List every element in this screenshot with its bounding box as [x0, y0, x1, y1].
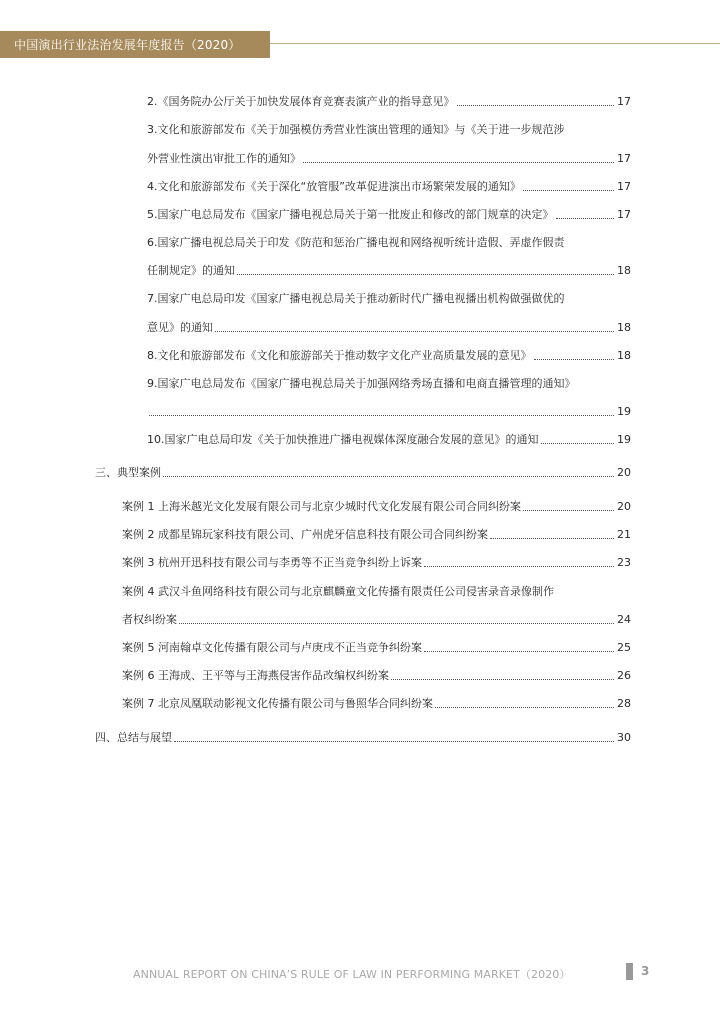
toc-page-number: 17	[617, 152, 631, 165]
toc-page-number: 17	[617, 95, 631, 108]
toc-page-number: 25	[617, 641, 631, 654]
toc-page-number: 17	[617, 208, 631, 221]
toc-page-number: 20	[617, 500, 631, 513]
toc-page-number: 23	[617, 556, 631, 569]
toc-entry[interactable]	[147, 321, 631, 335]
toc-leader-dots	[163, 476, 614, 477]
header-title-tab	[0, 31, 270, 58]
toc-entry-title: 案例 7 北京凤凰联动影视文化传播有限公司与鲁照华合同纠纷案	[122, 697, 433, 710]
toc-page-number: 18	[617, 264, 631, 277]
toc-entry[interactable]	[147, 264, 631, 278]
toc-leader-dots	[179, 623, 614, 624]
header-rule	[270, 43, 720, 44]
toc-leader-dots	[424, 566, 614, 567]
toc-entry[interactable]	[147, 405, 631, 419]
toc-leader-dots	[303, 162, 614, 163]
toc-entry[interactable]	[147, 349, 631, 363]
toc-entry[interactable]	[147, 208, 631, 222]
toc-entry-title: 案例 3 杭州开迅科技有限公司与李勇等不正当竞争纠纷上诉案	[122, 556, 422, 569]
toc-leader-dots	[174, 741, 614, 742]
toc-page-number: 17	[617, 180, 631, 193]
toc-entry-title-line1: 案例 4 武汉斗鱼网络科技有限公司与北京麒麟童文化传播有限责任公司侵害录音录像制作	[122, 585, 554, 598]
toc-section-entry[interactable]	[95, 466, 631, 480]
toc-entry-title-line1: 7.国家广电总局印发《国家广播电视总局关于推动新时代广播电视播出机构做强做优的	[147, 292, 565, 305]
toc-leader-dots	[435, 707, 614, 708]
toc-entry-title-line1: 3.文化和旅游部发布《关于加强模仿秀营业性演出管理的通知》与《关于进一步规范涉	[147, 123, 565, 136]
toc-case-entry[interactable]	[122, 697, 631, 711]
toc-entry-title: 任制规定》的通知	[147, 264, 235, 277]
toc-leader-dots	[424, 651, 614, 652]
header-title: 中国演出行业法治发展年度报告（2020）	[14, 38, 241, 52]
toc-leader-dots	[215, 331, 614, 332]
toc-entry-title: 外营业性演出审批工作的通知》	[147, 152, 301, 165]
toc-leader-dots	[523, 190, 614, 191]
toc-entry-title: 案例 2 成都星锦玩家科技有限公司、广州虎牙信息科技有限公司合同纠纷案	[122, 528, 488, 541]
toc-case-entry[interactable]	[122, 669, 631, 683]
toc-entry-title: 者权纠纷案	[122, 613, 177, 626]
toc-case-entry[interactable]	[122, 528, 631, 542]
toc-page-number: 18	[617, 349, 631, 362]
toc-leader-dots	[541, 443, 615, 444]
toc-entry-title: 案例 1 上海米越光文化发展有限公司与北京少城时代文化发展有限公司合同纠纷案	[122, 500, 521, 513]
toc-page-number: 24	[617, 613, 631, 626]
toc-page-number: 26	[617, 669, 631, 682]
toc-page-number: 30	[617, 731, 631, 744]
toc-entry[interactable]	[147, 180, 631, 194]
toc-leader-dots	[391, 679, 614, 680]
toc-entry[interactable]	[147, 152, 631, 166]
toc-case-entry[interactable]	[122, 641, 631, 655]
toc-entry-title-line1: 9.国家广电总局发布《国家广播电视总局关于加强网络秀场直播和电商直播管理的通知》	[147, 377, 576, 390]
toc-leader-dots	[556, 218, 615, 219]
footer-page-number: 3	[641, 964, 650, 978]
toc-entry-title: 5.国家广电总局发布《国家广播电视总局关于第一批废止和修改的部门规章的决定》	[147, 208, 554, 221]
toc-page-number: 19	[617, 405, 631, 418]
toc-case-entry[interactable]	[122, 500, 631, 514]
toc-leader-dots	[523, 510, 614, 511]
toc-page-number: 20	[617, 466, 631, 479]
toc-entry[interactable]	[147, 433, 631, 447]
toc-leader-dots	[149, 415, 614, 416]
toc-page-number: 18	[617, 321, 631, 334]
toc-entry-title: 2.《国务院办公厅关于加快发展体育竞赛表演产业的指导意见》	[147, 95, 455, 108]
toc-entry-title-line1: 6.国家广播电视总局关于印发《防范和惩治广播电视和网络视听统计造假、弄虚作假责	[147, 236, 565, 249]
toc-entry[interactable]	[147, 95, 631, 109]
toc-section-title: 三、典型案例	[95, 466, 161, 479]
toc-entry-title: 意见》的通知	[147, 321, 213, 334]
toc-entry-title: 案例 5 河南翰卓文化传播有限公司与卢庚戌不正当竞争纠纷案	[122, 641, 422, 654]
toc-section-title: 四、总结与展望	[95, 731, 172, 744]
toc-leader-dots	[457, 105, 615, 106]
toc-case-entry[interactable]	[122, 613, 631, 627]
toc-leader-dots	[237, 274, 614, 275]
toc-entry-title: 8.文化和旅游部发布《文化和旅游部关于推动数字文化产业高质量发展的意见》	[147, 349, 532, 362]
toc-page-number: 21	[617, 528, 631, 541]
toc-entry-title: 案例 6 王海成、王平等与王海燕侵害作品改编权纠纷案	[122, 669, 389, 682]
toc-entry-title: 10.国家广电总局印发《关于加快推进广播电视媒体深度融合发展的意见》的通知	[147, 433, 539, 446]
toc-page-number: 19	[617, 433, 631, 446]
toc-entry-title: 4.文化和旅游部发布《关于深化“放管服”改革促进演出市场繁荣发展的通知》	[147, 180, 521, 193]
toc-leader-dots	[534, 359, 615, 360]
footer-page-marker	[626, 963, 633, 980]
toc-section-entry[interactable]	[95, 731, 631, 745]
toc-case-entry[interactable]	[122, 556, 631, 570]
footer-report-title: ANNUAL REPORT ON CHINA’S RULE OF LAW IN PERFORMING MARKET（2020）	[133, 968, 571, 981]
toc-page-number: 28	[617, 697, 631, 710]
toc-leader-dots	[490, 538, 614, 539]
